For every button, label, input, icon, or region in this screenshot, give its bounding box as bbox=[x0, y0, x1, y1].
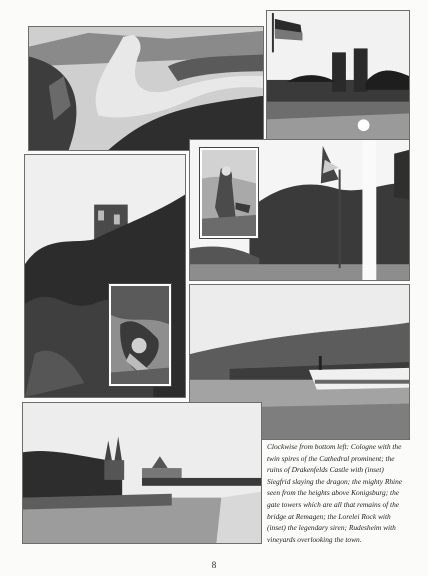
photo-caption: Clockwise from bottom left: Cologne with the twin spires of the Cathedral prominent; the ruins of Drakenfelds Castle with (inset) Siegfrid slaying the dragon; the mighty Rhine seen from the heights above Konigsburg; the gate towers which are all that remains of the bridge at Remagen; the Lorelei Rock with (inset) the legendary siren; Rudesheim with vineyards overlooking the town. bbox=[267, 442, 403, 544]
siegfried-dragon-inset bbox=[109, 284, 171, 386]
loreley-legend-inset bbox=[200, 148, 258, 238]
rhine-valley-aerial-photo bbox=[28, 26, 264, 151]
cologne-cathedral-bridge-photo bbox=[22, 402, 262, 544]
flag-and-castle-towers-photo bbox=[266, 10, 410, 142]
page-number: 8 bbox=[211, 560, 217, 570]
